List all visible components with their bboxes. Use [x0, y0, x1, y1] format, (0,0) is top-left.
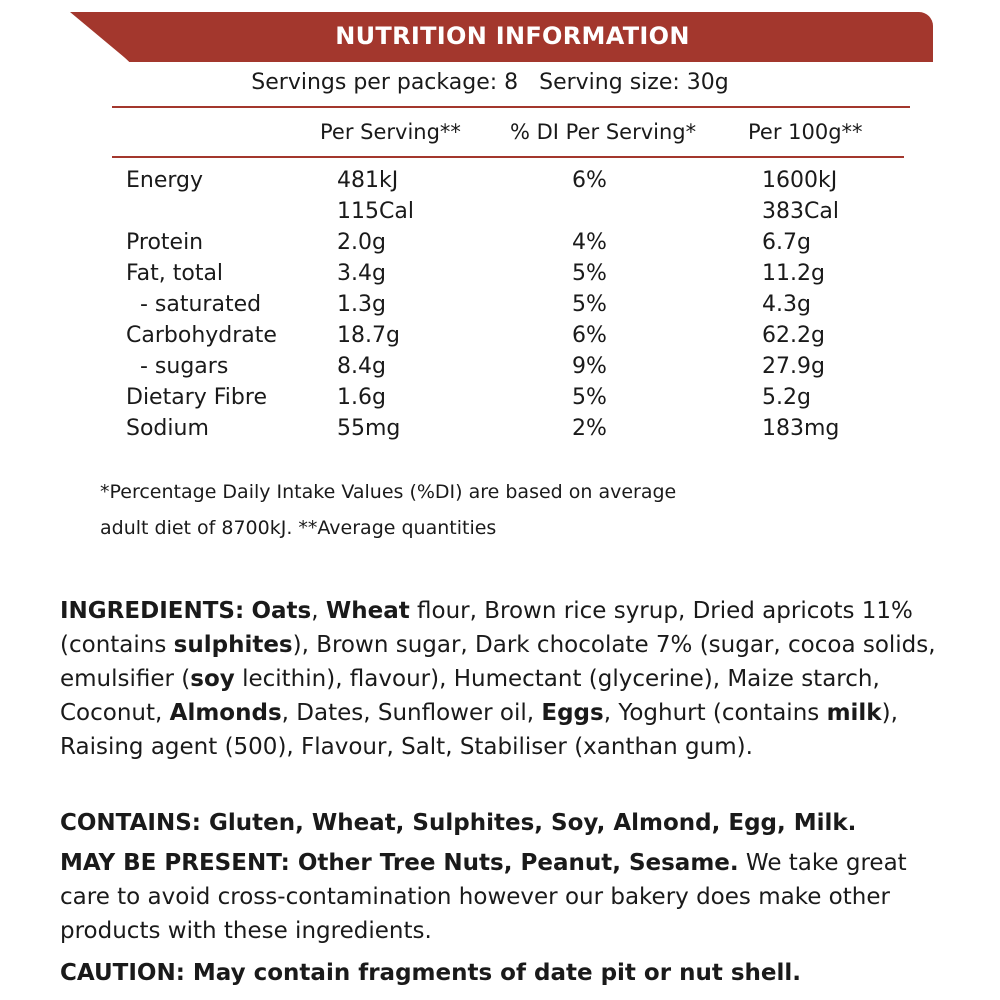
- per-100g-value: 62.2g: [762, 323, 825, 348]
- table-row: [0, 354, 1000, 385]
- servings-info: Servings per package: 8 Serving size: 30g: [251, 70, 729, 95]
- ingredients: [60, 594, 960, 764]
- di-value: 5%: [572, 292, 607, 317]
- ingredient-allergen: soy: [190, 666, 235, 692]
- per-serving-value: 2.0g: [337, 230, 386, 255]
- per-100g-value: 11.2g: [762, 261, 825, 286]
- may-be-present-label: MAY BE PRESENT:: [60, 850, 290, 876]
- contains-text: Gluten, Wheat, Sulphites, Soy, Almond, Egg, Milk.: [200, 810, 857, 836]
- contains: [60, 806, 960, 840]
- per-serving-value: 3.4g: [337, 261, 386, 286]
- table-row: [0, 199, 1000, 230]
- caution-label: CAUTION:: [60, 960, 185, 986]
- col-di: % DI Per Serving*: [510, 120, 697, 144]
- per-100g-value: 5.2g: [762, 385, 811, 410]
- ingredient-text: ), Raising agent (500), Flavour, Salt, Stabiliser (xanthan gum).: [60, 700, 898, 760]
- col-per-serving: Per Serving**: [320, 120, 461, 144]
- ingredient-text: flour, Brown rice syrup, Dried apricots 11% (contains: [60, 598, 913, 658]
- may-be-present: [60, 846, 960, 948]
- ingredient-allergen: sulphites: [173, 632, 293, 658]
- di-value: 5%: [572, 261, 607, 286]
- caution-text: May contain fragments of date pit or nut shell.: [184, 960, 801, 986]
- footnote-line-2: adult diet of 8700kJ. **Average quantities: [100, 517, 497, 539]
- per-100g-value: 6.7g: [762, 230, 811, 255]
- ingredient-allergen: milk: [826, 700, 882, 726]
- ingredients-label: INGREDIENTS:: [60, 598, 245, 624]
- nutrient-name: - sugars: [126, 354, 229, 379]
- nutrient-name: Sodium: [126, 416, 209, 441]
- table-row: [0, 292, 1000, 323]
- rule-top: [112, 106, 910, 108]
- per-100g-value: 183mg: [762, 416, 840, 441]
- per-serving-value: 1.6g: [337, 385, 386, 410]
- di-value: 6%: [572, 168, 607, 193]
- table-row: [0, 323, 1000, 354]
- di-value: 4%: [572, 230, 607, 255]
- di-value: 2%: [572, 416, 607, 441]
- per-100g-value: 4.3g: [762, 292, 811, 317]
- per-100g-value: 27.9g: [762, 354, 825, 379]
- di-value: 5%: [572, 385, 607, 410]
- per-serving-value: 8.4g: [337, 354, 386, 379]
- per-serving-value: 1.3g: [337, 292, 386, 317]
- di-value: 6%: [572, 323, 607, 348]
- ingredient-text: lecithin), flavour), Humectant (glycerine), Maize starch, Coconut,: [60, 666, 880, 726]
- per-100g-value: 1600kJ: [762, 168, 838, 193]
- ingredient-allergen: Eggs: [541, 700, 604, 726]
- nutrient-name: Protein: [126, 230, 204, 255]
- ingredient-text: , Yoghurt (contains: [603, 700, 827, 726]
- ingredient-allergen: Oats: [251, 598, 312, 624]
- nutrient-name: - saturated: [126, 292, 262, 317]
- table-row: [0, 168, 1000, 199]
- ingredient-allergen: Wheat: [325, 598, 410, 624]
- table-row: [0, 230, 1000, 261]
- caution: [60, 956, 960, 990]
- nutrition-title: NUTRITION INFORMATION: [335, 22, 690, 50]
- may-be-present-allergens: Other Tree Nuts, Peanut, Sesame.: [289, 850, 739, 876]
- may-be-present-text: We take great care to avoid cross-contamination however our bakery does make other products with these ingredients.: [60, 850, 907, 944]
- nutrient-name: Energy: [126, 168, 204, 193]
- nutrient-name: Fat, total: [126, 261, 224, 286]
- nutrient-name: Carbohydrate: [126, 323, 277, 348]
- ingredient-text: ), Brown sugar, Dark chocolate 7% (sugar, cocoa solids, emulsifier (: [60, 632, 936, 692]
- rule-header: [112, 156, 904, 158]
- di-value: 9%: [572, 354, 607, 379]
- per-serving-value: 55mg: [337, 416, 401, 441]
- footnote: [100, 474, 780, 546]
- ingredient-text: ,: [311, 598, 326, 624]
- col-per-100g: Per 100g**: [748, 120, 863, 144]
- per-serving-value: 115Cal: [337, 199, 414, 224]
- nutrient-name: Dietary Fibre: [126, 385, 267, 410]
- per-serving-value: 481kJ: [337, 168, 399, 193]
- contains-label: CONTAINS:: [60, 810, 201, 836]
- ingredient-text: , Dates, Sunflower oil,: [281, 700, 542, 726]
- footnote-line-1: *Percentage Daily Intake Values (%DI) are based on average: [100, 481, 677, 503]
- table-row: [0, 385, 1000, 416]
- ingredient-allergen: Almonds: [169, 700, 282, 726]
- table-row: [0, 416, 1000, 447]
- per-100g-value: 383Cal: [762, 199, 839, 224]
- per-serving-value: 18.7g: [337, 323, 400, 348]
- table-row: [0, 261, 1000, 292]
